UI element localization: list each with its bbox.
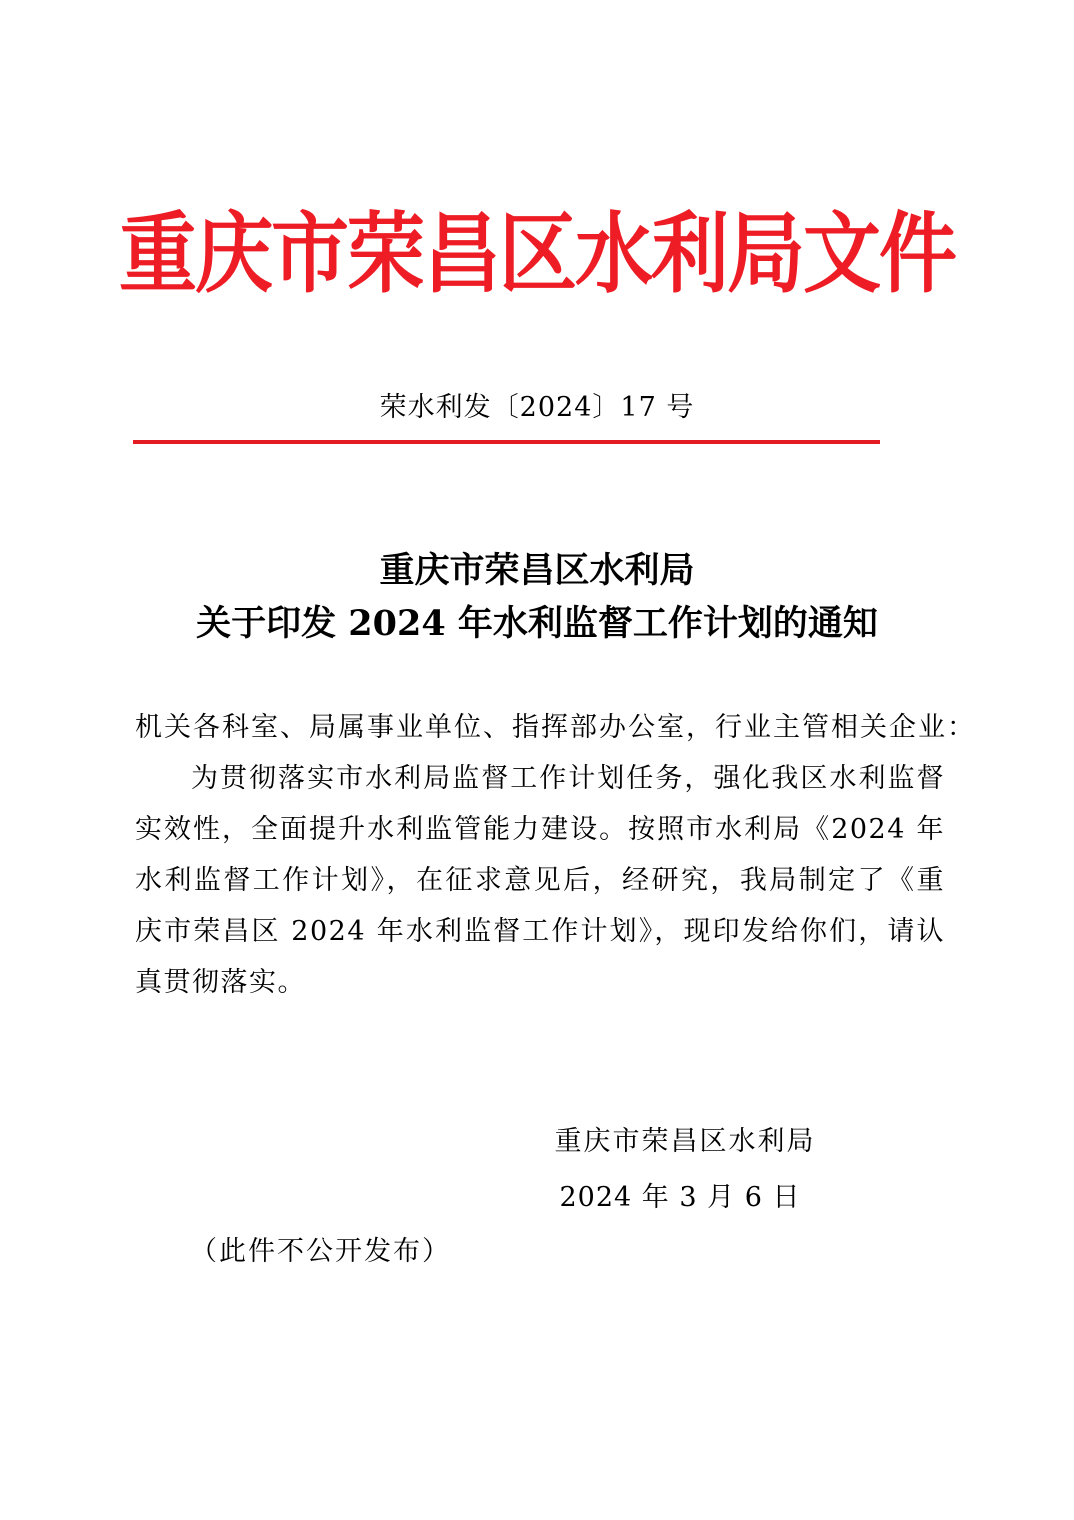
red-divider-rule <box>133 440 880 444</box>
publication-footnote: （此件不公开发布） <box>190 1236 451 1267</box>
red-header-title: 重庆市荣昌区水利局文件 <box>118 204 955 306</box>
addressee-line: 机关各科室、局属事业单位、指挥部办公室，行业主管相关企业： <box>135 712 976 743</box>
signature-organization: 重庆市荣昌区水利局 <box>554 1126 816 1157</box>
document-title-line-1: 重庆市荣昌区水利局 <box>379 550 695 591</box>
document-title-line-2: 关于印发 2024 年水利监督工作计划的通知 <box>196 603 878 644</box>
body-paragraph: 为贯彻落实市水利局监督工作计划任务，强化我区水利监督实效性，全面提升水利监管能力建设。按照市水利局《2024 年水利监督工作计划》，在征求意见后，经研究，我局制定了《重庆市荣昌区 2024 年水利监督工作计划》，现印发给你们，请认真贯彻落实。 <box>135 763 945 998</box>
signature-date: 2024 年 3 月 6 日 <box>559 1182 801 1213</box>
document-number: 荣水利发〔2024〕17 号 <box>379 392 695 423</box>
